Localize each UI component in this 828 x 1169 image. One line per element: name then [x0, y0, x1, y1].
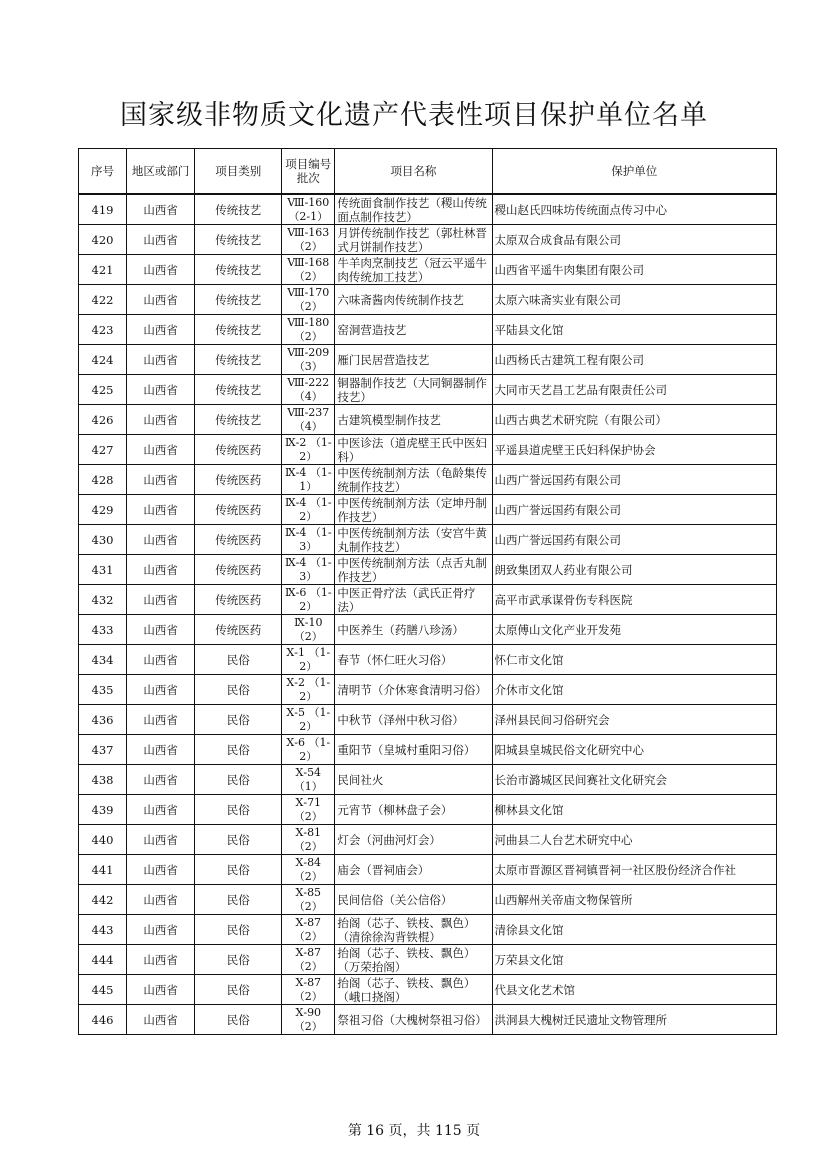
cell-region: 山西省 [127, 375, 195, 405]
table-row [79, 525, 777, 555]
table-row [79, 375, 777, 405]
cell-category: 民俗 [195, 855, 282, 885]
cell-code: Ⅹ-81 （2） [282, 825, 335, 855]
cell-name: 抬阁（芯子、铁枝、飘色）（清徐徐沟背铁棍） [335, 915, 492, 945]
cell-no: 431 [79, 555, 127, 585]
cell-region: 山西省 [127, 194, 195, 225]
cell-no: 438 [79, 765, 127, 795]
col-header-no: 序号 [79, 149, 127, 195]
cell-no: 428 [79, 465, 127, 495]
cell-region: 山西省 [127, 495, 195, 525]
cell-unit: 长治市潞城区民间赛社文化研究会 [492, 765, 776, 795]
cell-code: Ⅹ-6 （1-2） [282, 735, 335, 765]
cell-unit: 山西杨氏古建筑工程有限公司 [492, 345, 776, 375]
cell-code: Ⅹ-84 （2） [282, 855, 335, 885]
col-header-name: 项目名称 [335, 149, 492, 195]
cell-category: 民俗 [195, 885, 282, 915]
table-row [79, 585, 777, 615]
cell-region: 山西省 [127, 315, 195, 345]
cell-category: 传统医药 [195, 615, 282, 645]
cell-name: 中医正骨疗法（武氏正骨疗法） [335, 585, 492, 615]
cell-no: 440 [79, 825, 127, 855]
cell-region: 山西省 [127, 615, 195, 645]
page-title: 国家级非物质文化遗产代表性项目保护单位名单 [120, 100, 708, 131]
cell-unit: 山西古典艺术研究院（有限公司） [492, 405, 776, 435]
page-footer: 第 16 页，共 115 页 [347, 1123, 481, 1139]
cell-name: 中医诊法（道虎壁王氏中医妇科） [335, 435, 492, 465]
cell-region: 山西省 [127, 915, 195, 945]
cell-region: 山西省 [127, 735, 195, 765]
cell-name: 重阳节（皇城村重阳习俗） [335, 735, 492, 765]
cell-region: 山西省 [127, 975, 195, 1005]
cell-category: 民俗 [195, 675, 282, 705]
cell-category: 传统技艺 [195, 405, 282, 435]
table-row [79, 735, 777, 765]
cell-no: 436 [79, 705, 127, 735]
cell-name: 铜器制作技艺（大同铜器制作技艺） [335, 375, 492, 405]
cell-no: 427 [79, 435, 127, 465]
cell-unit: 太原双合成食品有限公司 [492, 225, 776, 255]
cell-code: Ⅸ-4 （1-3） [282, 555, 335, 585]
cell-name: 中医传统制剂方法（龟龄集传统制作技艺） [335, 465, 492, 495]
cell-no: 446 [79, 1005, 127, 1035]
table-row [79, 194, 777, 225]
cell-name: 庙会（晋祠庙会） [335, 855, 492, 885]
cell-name: 中秋节（泽州中秋习俗） [335, 705, 492, 735]
cell-category: 民俗 [195, 645, 282, 675]
cell-code: Ⅷ-170 （2） [282, 285, 335, 315]
cell-name: 传统面食制作技艺（稷山传统面点制作技艺） [335, 194, 492, 225]
cell-code: Ⅹ-87 （2） [282, 945, 335, 975]
cell-code: Ⅸ-10 （2） [282, 615, 335, 645]
cell-name: 中医传统制剂方法（安宫牛黄丸制作技艺） [335, 525, 492, 555]
cell-category: 传统技艺 [195, 255, 282, 285]
cell-unit: 平陆县文化馆 [492, 315, 776, 345]
cell-unit: 山西广誉远国药有限公司 [492, 525, 776, 555]
cell-code: Ⅸ-6 （1-2） [282, 585, 335, 615]
cell-name: 中医传统制剂方法（点舌丸制作技艺） [335, 555, 492, 585]
cell-no: 429 [79, 495, 127, 525]
cell-code: Ⅸ-4 （1-2） [282, 495, 335, 525]
cell-name: 灯会（河曲河灯会） [335, 825, 492, 855]
cell-region: 山西省 [127, 1005, 195, 1035]
cell-name: 窑洞营造技艺 [335, 315, 492, 345]
cell-category: 传统医药 [195, 435, 282, 465]
cell-region: 山西省 [127, 885, 195, 915]
table-row [79, 975, 777, 1005]
cell-unit: 柳林县文化馆 [492, 795, 776, 825]
table-row [79, 315, 777, 345]
cell-region: 山西省 [127, 225, 195, 255]
cell-no: 437 [79, 735, 127, 765]
cell-code: Ⅷ-209 （3） [282, 345, 335, 375]
cell-category: 传统医药 [195, 465, 282, 495]
cell-category: 传统医药 [195, 555, 282, 585]
cell-unit: 泽州县民间习俗研究会 [492, 705, 776, 735]
cell-no: 419 [79, 194, 127, 225]
cell-name: 民间信俗（关公信俗） [335, 885, 492, 915]
cell-region: 山西省 [127, 285, 195, 315]
cell-code: Ⅹ-54 （1） [282, 765, 335, 795]
cell-no: 426 [79, 405, 127, 435]
cell-unit: 高平市武承谋骨伤专科医院 [492, 585, 776, 615]
table-row [79, 345, 777, 375]
cell-name: 雁门民居营造技艺 [335, 345, 492, 375]
cell-unit: 代县文化艺术馆 [492, 975, 776, 1005]
cell-unit: 太原市晋源区晋祠镇晋祠一社区股份经济合作社 [492, 855, 776, 885]
cell-unit: 万荣县文化馆 [492, 945, 776, 975]
cell-region: 山西省 [127, 855, 195, 885]
table-header-row [79, 149, 777, 195]
cell-category: 传统技艺 [195, 194, 282, 225]
table-row [79, 825, 777, 855]
cell-name: 中医传统制剂方法（定坤丹制作技艺） [335, 495, 492, 525]
cell-code: Ⅹ-87 （2） [282, 975, 335, 1005]
cell-name: 祭祖习俗（大槐树祭祖习俗） [335, 1005, 492, 1035]
table-row [79, 615, 777, 645]
cell-code: Ⅷ-222 （4） [282, 375, 335, 405]
cell-unit: 清徐县文化馆 [492, 915, 776, 945]
table-row [79, 645, 777, 675]
cell-no: 432 [79, 585, 127, 615]
cell-unit: 大同市天艺昌工艺品有限责任公司 [492, 375, 776, 405]
cell-category: 传统技艺 [195, 285, 282, 315]
cell-no: 421 [79, 255, 127, 285]
cell-code: Ⅷ-160 （2-1） [282, 194, 335, 225]
cell-category: 民俗 [195, 975, 282, 1005]
cell-name: 六味斋酱肉传统制作技艺 [335, 285, 492, 315]
cell-category: 传统医药 [195, 495, 282, 525]
cell-unit: 太原傅山文化产业开发苑 [492, 615, 776, 645]
table-row [79, 285, 777, 315]
cell-no: 430 [79, 525, 127, 555]
cell-no: 435 [79, 675, 127, 705]
cell-code: Ⅷ-163 （2） [282, 225, 335, 255]
cell-code: Ⅷ-168 （2） [282, 255, 335, 285]
cell-no: 445 [79, 975, 127, 1005]
cell-name: 古建筑模型制作技艺 [335, 405, 492, 435]
cell-category: 民俗 [195, 945, 282, 975]
table-row [79, 255, 777, 285]
cell-name: 月饼传统制作技艺（郭杜林晋式月饼制作技艺） [335, 225, 492, 255]
table-row [79, 225, 777, 255]
cell-category: 民俗 [195, 765, 282, 795]
cell-region: 山西省 [127, 435, 195, 465]
cell-category: 民俗 [195, 735, 282, 765]
cell-region: 山西省 [127, 525, 195, 555]
table-row [79, 465, 777, 495]
cell-region: 山西省 [127, 795, 195, 825]
cell-category: 民俗 [195, 705, 282, 735]
cell-category: 传统技艺 [195, 315, 282, 345]
table-row [79, 945, 777, 975]
cell-code: Ⅹ-2 （1-2） [282, 675, 335, 705]
cell-name: 牛羊肉烹制技艺（冠云平遥牛肉传统加工技艺） [335, 255, 492, 285]
cell-no: 441 [79, 855, 127, 885]
cell-no: 439 [79, 795, 127, 825]
heritage-table [78, 148, 777, 1035]
cell-unit: 稷山赵氏四味坊传统面点传习中心 [492, 194, 776, 225]
cell-code: Ⅹ-90 （2） [282, 1005, 335, 1035]
cell-code: Ⅸ-4 （1-1） [282, 465, 335, 495]
cell-name: 春节（怀仁旺火习俗） [335, 645, 492, 675]
table-row [79, 885, 777, 915]
cell-code: Ⅹ-87 （2） [282, 915, 335, 945]
cell-unit: 阳城县皇城民俗文化研究中心 [492, 735, 776, 765]
cell-name: 民间社火 [335, 765, 492, 795]
cell-name: 抬阁（芯子、铁枝、飘色）（万荣抬阁） [335, 945, 492, 975]
cell-name: 中医养生（药膳八珍汤） [335, 615, 492, 645]
cell-region: 山西省 [127, 345, 195, 375]
cell-unit: 介休市文化馆 [492, 675, 776, 705]
cell-unit: 太原六味斋实业有限公司 [492, 285, 776, 315]
cell-category: 传统技艺 [195, 375, 282, 405]
table-row [79, 435, 777, 465]
table-row [79, 915, 777, 945]
table-row [79, 675, 777, 705]
cell-unit: 山西广誉远国药有限公司 [492, 495, 776, 525]
cell-unit: 山西解州关帝庙文物保管所 [492, 885, 776, 915]
col-header-code: 项目编号批次 [282, 149, 335, 195]
table-row [79, 855, 777, 885]
cell-category: 民俗 [195, 795, 282, 825]
cell-code: Ⅷ-180 （2） [282, 315, 335, 345]
cell-no: 420 [79, 225, 127, 255]
table-row [79, 705, 777, 735]
cell-code: Ⅹ-85 （2） [282, 885, 335, 915]
cell-code: Ⅸ-4 （1-3） [282, 525, 335, 555]
cell-no: 422 [79, 285, 127, 315]
cell-region: 山西省 [127, 465, 195, 495]
cell-name: 抬阁（芯子、铁枝、飘色）（峨口挠阁） [335, 975, 492, 1005]
cell-no: 442 [79, 885, 127, 915]
cell-region: 山西省 [127, 555, 195, 585]
cell-no: 443 [79, 915, 127, 945]
cell-category: 民俗 [195, 915, 282, 945]
cell-unit: 山西广誉远国药有限公司 [492, 465, 776, 495]
cell-code: Ⅹ-71 （2） [282, 795, 335, 825]
cell-unit: 河曲县二人台艺术研究中心 [492, 825, 776, 855]
cell-code: Ⅹ-5 （1-2） [282, 705, 335, 735]
cell-region: 山西省 [127, 675, 195, 705]
col-header-unit: 保护单位 [492, 149, 776, 195]
cell-no: 423 [79, 315, 127, 345]
col-header-category: 项目类别 [195, 149, 282, 195]
table-row [79, 1005, 777, 1035]
cell-unit: 怀仁市文化馆 [492, 645, 776, 675]
cell-name: 清明节（介休寒食清明习俗） [335, 675, 492, 705]
cell-no: 434 [79, 645, 127, 675]
cell-region: 山西省 [127, 405, 195, 435]
cell-region: 山西省 [127, 255, 195, 285]
cell-category: 传统技艺 [195, 225, 282, 255]
cell-no: 433 [79, 615, 127, 645]
table-row [79, 765, 777, 795]
cell-no: 424 [79, 345, 127, 375]
col-header-region: 地区或部门 [127, 149, 195, 195]
cell-region: 山西省 [127, 645, 195, 675]
cell-category: 传统医药 [195, 585, 282, 615]
cell-category: 传统技艺 [195, 345, 282, 375]
cell-code: Ⅹ-1 （1-2） [282, 645, 335, 675]
cell-region: 山西省 [127, 825, 195, 855]
table-row [79, 495, 777, 525]
cell-no: 425 [79, 375, 127, 405]
cell-unit: 平遥县道虎壁王氏妇科保护协会 [492, 435, 776, 465]
cell-region: 山西省 [127, 765, 195, 795]
table-row [79, 795, 777, 825]
cell-region: 山西省 [127, 705, 195, 735]
cell-region: 山西省 [127, 585, 195, 615]
cell-code: Ⅷ-237 （4） [282, 405, 335, 435]
cell-category: 民俗 [195, 825, 282, 855]
cell-region: 山西省 [127, 945, 195, 975]
cell-unit: 洪洞县大槐树迁民遗址文物管理所 [492, 1005, 776, 1035]
table-row [79, 405, 777, 435]
cell-unit: 朗致集团双人药业有限公司 [492, 555, 776, 585]
cell-unit: 山西省平遥牛肉集团有限公司 [492, 255, 776, 285]
cell-category: 民俗 [195, 1005, 282, 1035]
cell-category: 传统医药 [195, 525, 282, 555]
table-row [79, 555, 777, 585]
cell-no: 444 [79, 945, 127, 975]
cell-name: 元宵节（柳林盘子会） [335, 795, 492, 825]
cell-code: Ⅸ-2 （1-2） [282, 435, 335, 465]
